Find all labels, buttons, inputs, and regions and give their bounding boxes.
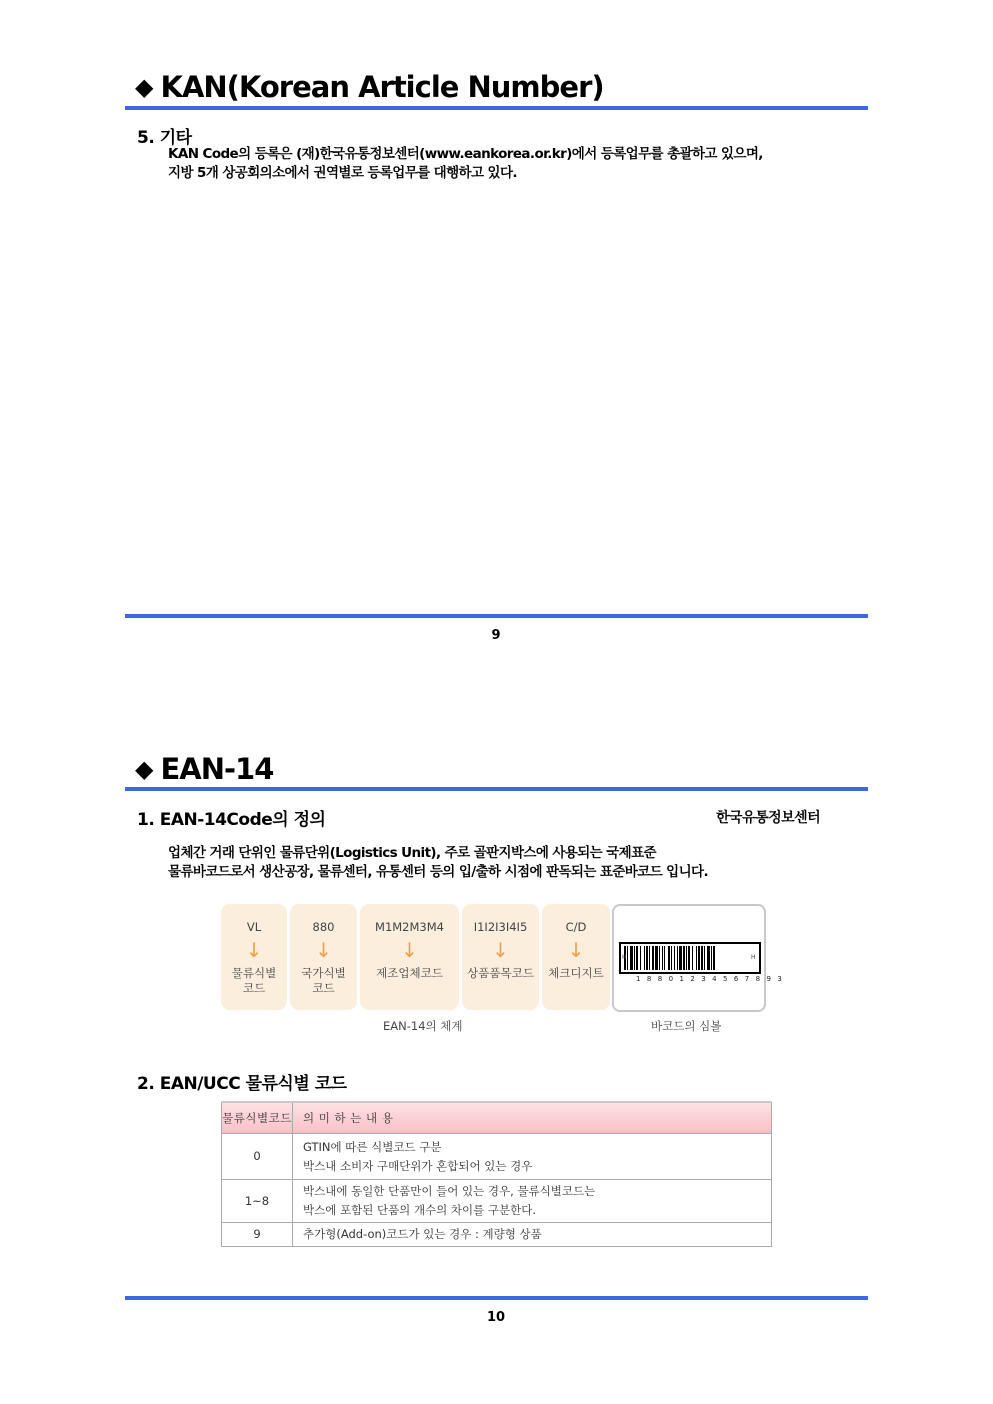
- title-rule: [125, 106, 868, 110]
- system-caption: EAN-14의 체계: [383, 1019, 463, 1033]
- table-row: [222, 1223, 772, 1247]
- bearer-mark: H: [751, 954, 756, 961]
- box-label: 체크디지트: [548, 966, 604, 980]
- page-number-9: 9: [491, 628, 501, 643]
- box-label: 코드: [242, 981, 266, 995]
- down-arrow-icon: ↓: [315, 938, 332, 962]
- table-header-row: [222, 1102, 772, 1134]
- page1-body-line1: KAN Code의 등록은 (재)한국유통정보센터(www.eankorea.or.kr)에서 등록업무를 총괄하고 있으며,: [168, 146, 763, 162]
- box-label: 코드: [312, 981, 335, 995]
- meaning-line: 박스내 소비자 구매단위가 혼합되어 있는 경우: [303, 1158, 533, 1173]
- table-cell-meaning: [293, 1134, 772, 1180]
- section-heading-etc: 5. 기타: [137, 128, 192, 148]
- down-arrow-icon: ↓: [567, 938, 585, 962]
- table-cell-code: 1~8: [222, 1180, 293, 1223]
- barcode-svg: [621, 944, 759, 972]
- structure-box-item: [462, 904, 539, 1010]
- table-cell-meaning: [293, 1180, 772, 1223]
- table-cell-code: 9: [222, 1223, 293, 1247]
- structure-box-vl: [221, 904, 287, 1010]
- barcode-bars-icon: [619, 942, 761, 974]
- box-code: 880: [312, 920, 335, 934]
- box-label: 물류식별: [231, 966, 277, 980]
- table-cell-meaning: [293, 1223, 772, 1247]
- table-row: [222, 1134, 772, 1180]
- box-label: 국가식별: [301, 966, 346, 980]
- box-label: 상품품목코드: [467, 966, 534, 980]
- page1-title-text: KAN(Korean Article Number): [160, 70, 604, 104]
- bearer-mark: H: [622, 954, 627, 961]
- footer-rule: [125, 614, 868, 618]
- meaning-line: GTIN에 따른 식별코드 구분: [303, 1139, 442, 1154]
- meaning-line: 박스에 포함된 단품의 개수의 차이를 구분한다.: [303, 1203, 537, 1217]
- title-rule: [125, 787, 868, 791]
- barcode-caption: 바코드의 심볼: [651, 1019, 722, 1033]
- down-arrow-icon: ↓: [401, 938, 418, 962]
- page1-body-line2: 지방 5개 상공회의소에서 권역별로 등록업무를 대행하고 있다.: [168, 165, 517, 181]
- box-code: C/D: [565, 920, 587, 934]
- diamond-bullet-icon: ◆: [135, 755, 153, 783]
- down-arrow-icon: ↓: [492, 938, 509, 962]
- meaning-line: 추가형(Add-on)코드가 있는 경우 : 계량형 상품: [303, 1227, 542, 1241]
- structure-box-country: [290, 904, 357, 1010]
- barcode-digits: 1 8 8 0 1 2 3 4 5 6 7 8 9 3: [636, 975, 784, 983]
- page-number-10: 10: [486, 1310, 506, 1325]
- box-code: I1I2I3I4I5: [473, 920, 528, 934]
- page2-title-text: EAN-14: [160, 752, 274, 786]
- table-header: 의 미 하 는 내 용: [293, 1102, 772, 1134]
- logistics-code-table: [221, 1101, 772, 1247]
- box-code: M1M2M3M4: [375, 920, 444, 934]
- meaning-line: 박스내에 동일한 단품만이 들어 있는 경우, 물류식별코드는: [303, 1184, 596, 1198]
- structure-box-manufacturer: [360, 904, 459, 1010]
- box-label: 제조업체코드: [376, 966, 443, 980]
- table-cell-code: 0: [222, 1134, 293, 1180]
- barcode-symbol: [612, 904, 784, 1012]
- org-name: 한국유통정보센터: [716, 810, 821, 826]
- section-heading-ean-ucc: 2. EAN/UCC 물류식별 코드: [137, 1074, 347, 1094]
- down-arrow-icon: ↓: [245, 938, 263, 962]
- footer-rule: [125, 1296, 868, 1300]
- structure-box-check-digit: [542, 904, 610, 1010]
- page2-body-line1: 업체간 거래 단위인 물류단위(Logistics Unit), 주로 골판지박스에 사용되는 국제표준: [168, 845, 656, 861]
- page2-body-line2: 물류바코드로서 생산공장, 물류센터, 유통센터 등의 입/출하 시점에 판독되는 표준바코드 입니다.: [168, 864, 709, 880]
- page2-title: [135, 752, 273, 786]
- table-header: 물류식별코드: [222, 1102, 293, 1134]
- box-code: VL: [246, 920, 262, 934]
- section-heading-ean14-definition: 1. EAN-14Code의 정의: [137, 810, 326, 830]
- table-row: [222, 1180, 772, 1223]
- page1-title: [135, 70, 604, 104]
- diamond-bullet-icon: ◆: [135, 73, 153, 101]
